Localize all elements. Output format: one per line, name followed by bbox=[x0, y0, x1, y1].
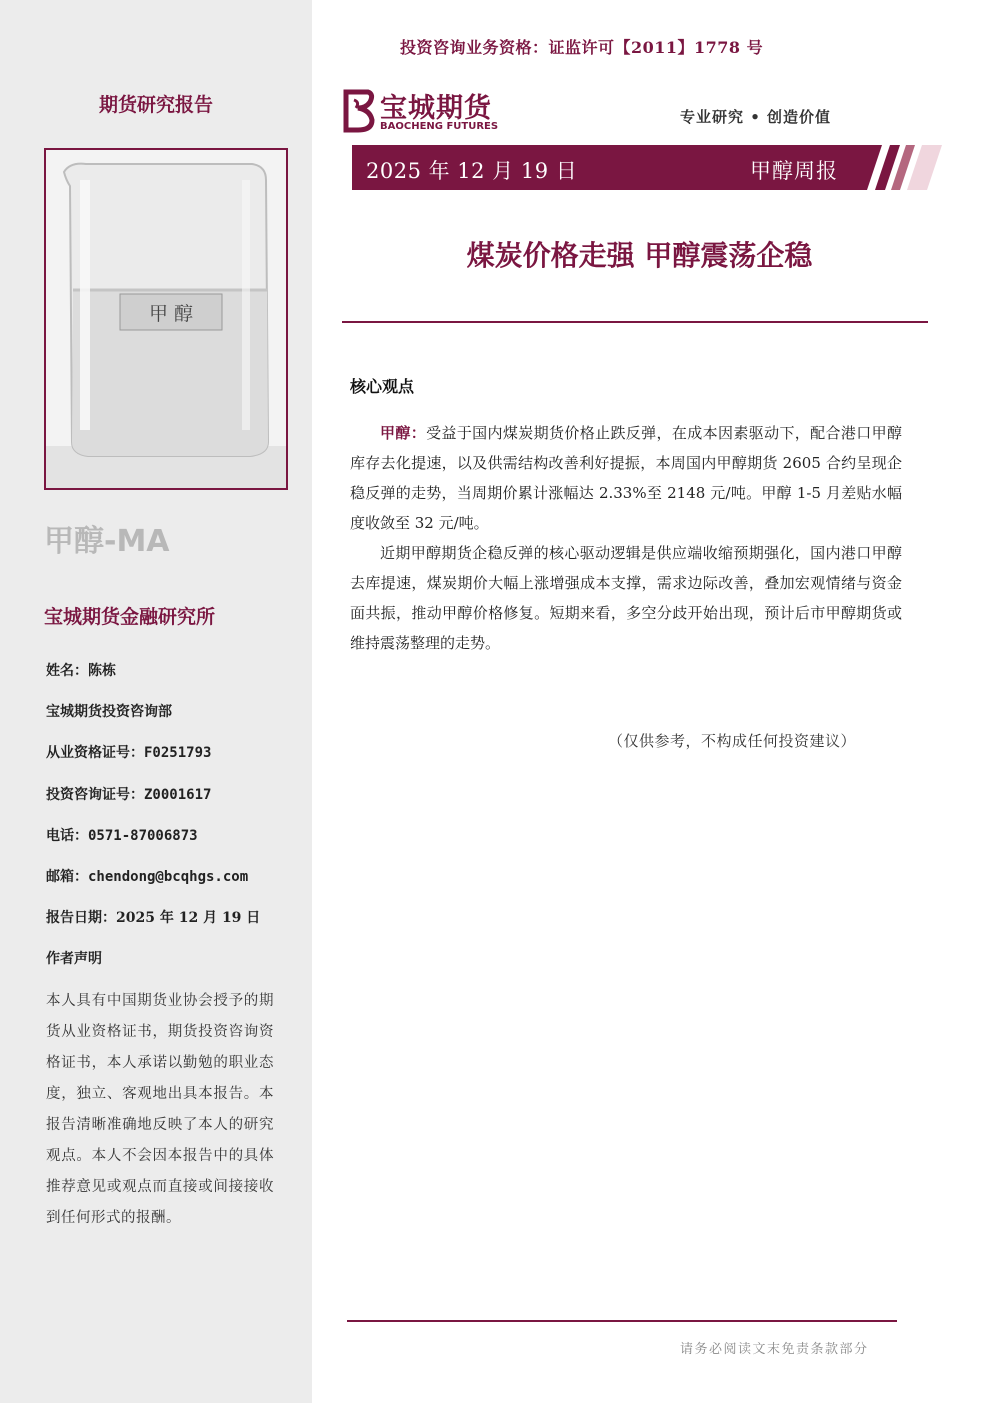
report-date-banner: 2025 年 12 月 19 日 bbox=[366, 159, 578, 183]
department: 宝城期货投资咨询部 bbox=[46, 704, 172, 720]
report-type-title: 期货研究报告 bbox=[98, 94, 213, 116]
report-name-banner: 甲醇周报 bbox=[750, 159, 838, 183]
paragraph-1: 甲醇：受益于国内煤炭期货价格止跌反弹，在成本因素驱动下，配合港口甲醇库存去化提速，以及供需结构改善利好提振，本周国内甲醇期货 2605 合约呈现企稳反弹的走势，当周期价累计涨幅达 2.33%至 2148 元/吨。甲醇 1-5 月差贴水幅度收敛至 32 元/吨。 bbox=[350, 424, 902, 532]
report-date: 报告日期：2025 年 12 月 19 日 bbox=[46, 910, 261, 926]
consult-number: 投资咨询证号：Z0001617 bbox=[46, 787, 212, 803]
headline-divider bbox=[342, 321, 928, 323]
footer-note: 请务必阅读文末免责条款部分 bbox=[680, 1342, 869, 1357]
company-logo bbox=[340, 86, 510, 136]
logo-mark-icon bbox=[340, 88, 376, 134]
slogan: 专业研究 • 创造价值 bbox=[680, 108, 832, 126]
footer-divider bbox=[347, 1320, 897, 1322]
logo-english: BAOCHENG FUTURES bbox=[380, 121, 499, 132]
author-statement: 本人具有中国期货业协会授予的期货从业资格证书，期货投资咨询资格证书，本人承诺以勤勉的职业态度，独立、客观地出具本报告。本报告清晰准确地反映了本人的研究观点。本人不会因本报告中的具体推荐意见或观点而直接或间接接收到任何形式的报酬。 bbox=[46, 993, 274, 1226]
institute-name: 宝城期货金融研究所 bbox=[44, 606, 216, 628]
statement-title: 作者声明 bbox=[46, 951, 102, 967]
logo-chinese: 宝城期货 bbox=[380, 93, 492, 124]
product-code: 甲醇-MA bbox=[44, 524, 170, 559]
disclaimer: （仅供参考，不构成任何投资建议） bbox=[608, 732, 857, 750]
qualification-number: 从业资格证号：F0251793 bbox=[46, 745, 212, 761]
title-bar bbox=[352, 145, 942, 190]
email: 邮箱：chendong@bcqhgs.com bbox=[46, 869, 249, 885]
product-photo bbox=[44, 148, 288, 490]
analyst-name: 姓名：陈栋 bbox=[46, 663, 116, 679]
phone: 电话：0571-87006873 bbox=[46, 828, 198, 844]
core-view-title: 核心观点 bbox=[350, 377, 415, 396]
photo-label: 甲 醇 bbox=[148, 303, 194, 325]
beaker-illustration bbox=[46, 150, 286, 488]
paragraph-2: 近期甲醇期货企稳反弹的核心驱动逻辑是供应端收缩预期强化，国内港口甲醇去库提速，煤炭期价大幅上涨增强成本支撑，需求边际改善，叠加宏观情绪与资金面共振，推动甲醇价格修复。短期来看，多空分歧开始出现，预计后市甲醇期货或维持震荡整理的走势。 bbox=[350, 544, 902, 652]
sidebar bbox=[0, 0, 312, 1403]
headline: 煤炭价格走强 甲醇震荡企稳 bbox=[466, 239, 813, 272]
license-line: 投资咨询业务资格：证监许可【2011】1778 号 bbox=[400, 38, 764, 57]
